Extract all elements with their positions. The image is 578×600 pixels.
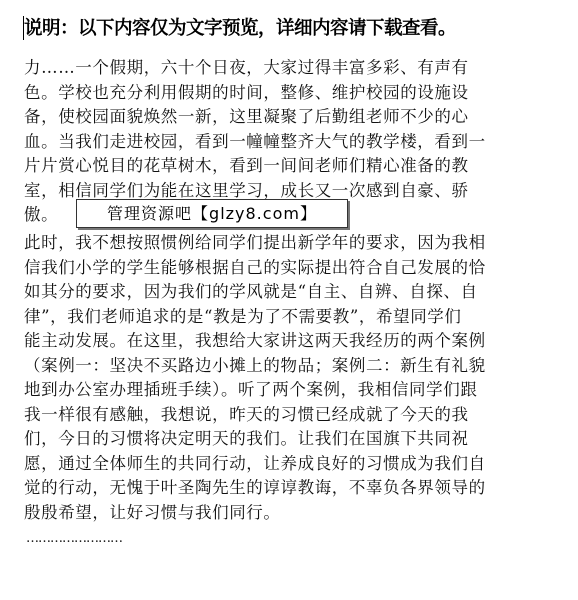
text-line: 愿，通过全体师生的共同行动，让养成良好的习惯成为我们自 bbox=[24, 453, 486, 473]
text-line: 信我们小学的学生能够根据自己的实际提出符合自己发展的恰 bbox=[24, 257, 486, 277]
text-line: 地到办公室办理插班手续）。听了两个案例，我相信同学们跟 bbox=[24, 380, 478, 399]
trailing-ellipsis: …………………… bbox=[26, 531, 122, 546]
text-line: 如其分的要求，因为我们的学风就是“自主、自辨、自探、自 bbox=[24, 282, 478, 301]
text-line: 备，使校园面貌焕然一新，这里凝聚了后勤组老师不少的心 bbox=[24, 107, 469, 126]
text-line: 律”，我们老师追求的是“教是为了不需要教”，希望同学们 bbox=[24, 306, 462, 326]
text-line: （案例一：坚决不买路边小摊上的物品；案例二：新生有礼貌 bbox=[24, 355, 486, 375]
text-line: 室，相信同学们为能在这里学习，成长又一次感到自豪、骄 bbox=[24, 180, 469, 200]
text-line: 血。当我们走进校园，看到一幢幢整齐大气的教学楼，看到一 bbox=[24, 131, 486, 151]
text-line: 傲。 bbox=[24, 205, 59, 224]
preview-notice: 说明：以下内容仅为文字预览，详细内容请下载查看。 bbox=[24, 18, 457, 39]
paragraph-2 bbox=[24, 231, 544, 525]
text-line: 力……一个假期，六十个日夜，大家过得丰富多彩、有声有 bbox=[24, 58, 469, 77]
text-line: 觉的行动，无愧于叶圣陶先生的谆谆教诲，不辜负各界领导的 bbox=[24, 478, 486, 497]
site-watermark: 管理资源吧【glzy8.com】 bbox=[76, 199, 348, 228]
text-line: 们，今日的习惯将决定明天的我们。让我们在国旗下共同祝 bbox=[24, 429, 469, 448]
text-line: 此时，我不想按照惯例给同学们提出新学年的要求，因为我相 bbox=[24, 233, 486, 252]
text-line: 我一样很有感触，我想说，昨天的习惯已经成就了今天的我 bbox=[24, 404, 469, 424]
text-line: 色。学校也充分利用假期的时间，整修、维护校园的设施设 bbox=[24, 82, 469, 102]
text-line: 能主动发展。在这里，我想给大家讲这两天我经历的两个案例 bbox=[24, 331, 486, 350]
text-line: 殷殷希望，让好习惯与我们同行。 bbox=[24, 502, 281, 522]
text-line: 片片赏心悦目的花草树木，看到一间间老师们精心准备的教 bbox=[24, 156, 469, 175]
